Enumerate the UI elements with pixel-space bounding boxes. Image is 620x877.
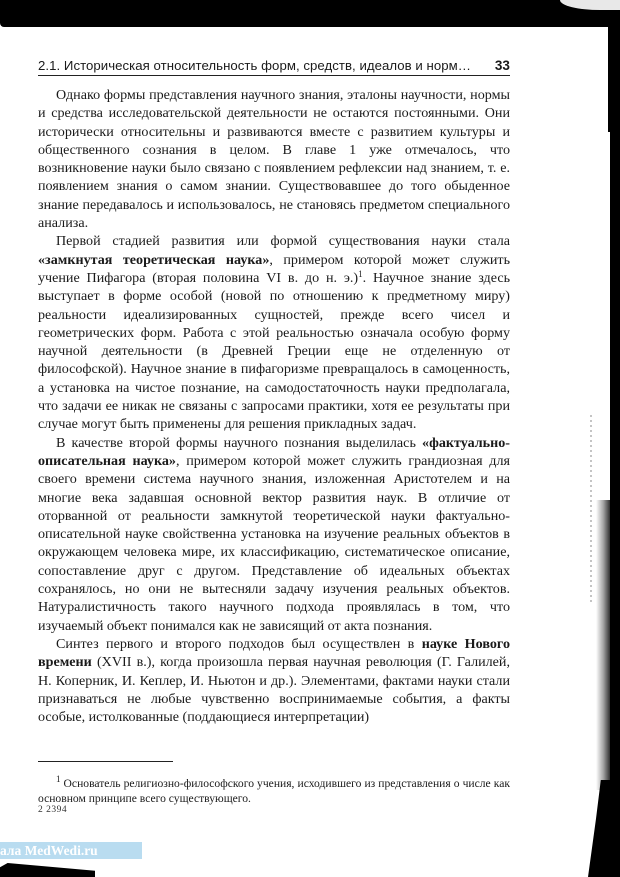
bold-term: «замкнутая теоретическая наука»: [38, 251, 270, 268]
footnote-marker: 1: [56, 773, 61, 784]
running-head: [38, 58, 510, 76]
scan-border-top: [0, 0, 620, 27]
paragraph-4: [38, 635, 510, 726]
paragraph-1: [38, 86, 510, 232]
footnote-reference: 1: [358, 268, 363, 279]
running-head-title: 2.1. Историческая относительность форм, средств, идеалов и норм…: [38, 58, 472, 73]
footnote: [38, 773, 510, 806]
bold-term: «фактуально-описательная наука»: [38, 434, 510, 469]
body-text: [38, 86, 510, 726]
text-run: Однако формы представления научного знания, эталоны научности, нормы и средства исследовательской деятельности не остаются постоянными. Они исторически относительны и развиваются вместе с развитием культуры и общественного сознания в целом. В главе 1 уже отмечалось, что возникновение науки было связано с появлением рефлексии над знанием, т. е. появлением знания о самом знании. Существовавшее до того обыденное знание передавалось и использовалось, не становясь предметом специального анализа.: [38, 87, 510, 232]
text-run: . Научное знание здесь выступает в форме особой (новой по отношению к предметному миру) реальности идеализированных сущностей, прежде всего чисел и геометрических форм. Работа с этой реальностью означала особую форму научной деятельности (в Древней Греции еще не отделенную от философской). Научное знание в пифагоризме превращалось в самоценность, а установка на чистое познание, на самодостаточность науки предполагала, что задачи ее никак не связаны с запросами практики, хотя ее результаты при случае могут быть применены для решения прикладных задач.: [38, 269, 510, 433]
page-number: 33: [494, 58, 510, 73]
watermark-banner: ала MedWedi.ru: [0, 842, 142, 859]
scan-border-right-lower: [588, 780, 620, 877]
text-run: В качестве второй формы научного познания выделилась: [56, 434, 423, 451]
text-run: , примером которой может служить грандиозная для своего времени система научного знания, изложенная Аристотелем и на многие века задавшая основной вектор развития наук. В отличие от оторванной от реальности замкнутой теоретической науки фактуально-описательной науке свойственна установка на изучение реальных объектов в окружающем человека мире, их классификацию, систематическое описание, сопоставление друг с другом. Представление об идеальных объектах сохранялось, но они не вытесняли задачу изучения реальных объектов. Натуралистичность такого научного подхода проявлялась в том, что изучаемый объект понимался как не зависящий от акта познания.: [38, 452, 510, 634]
paragraph-2: [38, 232, 510, 433]
book-page: [38, 58, 510, 726]
scan-border-bottom-left: [0, 863, 95, 877]
footnote-text: Основатель религиозно-философского учения, исходившего из представления о числе как основном принципе всего существующего.: [38, 776, 510, 805]
text-run: (XVII в.), когда произошла первая научная революция (Г. Галилей, Н. Коперник, И. Кеплер, И. Ньютон и др.). Элементами, фактами науки стали признаваться не любые чувственно воспринимаемые события, а факты особые, истолкованные (поддающиеся интерпретации): [38, 654, 510, 726]
text-run: Первой стадией развития или формой существования науки стала: [56, 233, 510, 250]
footnote-rule: [38, 761, 173, 762]
paragraph-3: [38, 434, 510, 635]
signature-mark: 2 2394: [38, 805, 68, 815]
bold-term: науке Нового времени: [38, 635, 510, 671]
text-run: , примером которой может служить учение Пифагора (вторая половина VI в. до н. э.): [38, 251, 511, 286]
scan-border-right-shadow: [596, 500, 620, 790]
text-run: Синтез первого и второго подходов был осуществлен в: [56, 635, 422, 652]
scan-page-edge-shading: [590, 415, 592, 605]
